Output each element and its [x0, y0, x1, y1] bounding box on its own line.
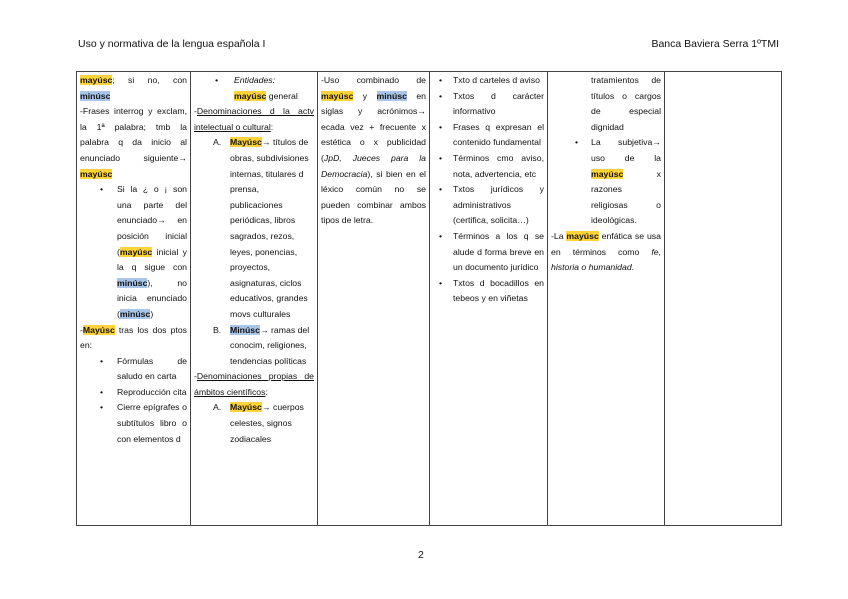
- highlight-yellow: mayúsc: [119, 246, 153, 257]
- list-item: A. Mayúsc→ cuerpos celestes, signos zodiacales: [213, 402, 304, 444]
- list-item: • Términos a los q se alude d forma breve en un documento jurídico: [433, 229, 544, 276]
- paragraph: -Uso combinado de mayúsc y minúsc en siglas y acrónimos→ ecada vez + frecuente x estética o x publicidad (JpD, Jueces para la Democracia), si bien en el léxico común no se pueden combinar ambos tipos de letra.: [321, 75, 427, 226]
- highlight-yellow: mayúsc: [234, 90, 267, 101]
- table-cell-col5: [548, 72, 665, 526]
- highlight-yellow: mayúsc: [321, 90, 354, 101]
- list-item: • Frases q expresan el contenido fundamental: [433, 120, 544, 151]
- list-item: • Fórmulas de saludo en carta: [80, 354, 187, 385]
- bullet-list: [551, 135, 661, 229]
- paragraph: tratamientos de títulos o cargos de especial dignidad: [591, 75, 661, 132]
- paragraph: -Denominaciones propias de ámbitos científicos:: [194, 371, 314, 397]
- list-item: • Entidades:: [194, 73, 314, 89]
- ordered-list: [194, 400, 314, 447]
- highlight-blue: minúsc: [117, 277, 148, 288]
- highlight-blue: minúsc: [119, 308, 151, 319]
- paragraph: -La mayúsc enfática se usa en términos como fe, historia o humanidad.: [551, 230, 661, 273]
- highlight-yellow: Mayúsc: [230, 402, 262, 413]
- paragraph: mayúsc; si no, con minúsc: [80, 75, 187, 101]
- highlight-yellow: mayúsc: [80, 75, 113, 85]
- list-item: • Si la ¿ o ¡ son una parte del enunciado→ en posición inicial (mayúsc inicial y la q sigue con minúsc), no inicia enunciado (minúsc): [80, 182, 187, 322]
- table-cell-col3: [318, 72, 430, 526]
- paragraph: -Mayúsc tras los dos ptos en:: [80, 324, 187, 351]
- highlight-yellow: Mayúsc: [82, 324, 115, 335]
- list-item: • Txto d carteles d aviso: [433, 73, 544, 89]
- highlight-blue: Minúsc: [230, 324, 260, 335]
- list-item: A. Mayúsc→ títulos de obras, subdivisiones internas, titulares d prensa, publicaciones periódicas, libros sagrados, rezos, leyes, ponencias, proyectos, asignaturas, ciclos educativos, grandes movs culturales: [213, 137, 309, 319]
- highlight-yellow: mayúsc: [566, 230, 599, 241]
- bullet-list: [80, 354, 187, 448]
- highlight-yellow: Mayúsc: [230, 137, 262, 148]
- paragraph: -Frases interrog y exclam, la 1ª palabra; tmb la palabra q da inicio al enunciado siguiente→ mayúsc: [80, 106, 187, 179]
- list-item: • Txtos d bocadillos en tebeos y en viñetas: [433, 276, 544, 307]
- ordered-list: [194, 135, 314, 369]
- bullet-list: [433, 73, 544, 307]
- bullet-list: [194, 73, 314, 89]
- header-left: Uso y normativa de la lengua española I: [78, 38, 266, 50]
- page-number: 2: [418, 549, 424, 561]
- list-item: • Reproducción cita: [80, 385, 187, 401]
- content-table: [76, 71, 782, 526]
- highlight-yellow: mayúsc: [591, 168, 624, 179]
- list-item: B. Minúsc→ ramas del conocim, religiones, tendencias políticas: [213, 324, 310, 366]
- list-item: • Txtos jurídicos y administrativos (certifica, solicita…): [433, 182, 544, 229]
- highlight-blue: minúsc: [80, 90, 111, 101]
- bullet-list: [80, 182, 187, 322]
- paragraph: mayúsc general: [234, 90, 298, 101]
- table-cell-col2: [191, 72, 318, 526]
- header-right: Banca Baviera Serra 1ºTMI: [651, 38, 779, 50]
- table-cell-col4: [430, 72, 548, 526]
- highlight-yellow: mayúsc: [80, 168, 113, 179]
- list-item: • Txtos d carácter informativo: [433, 89, 544, 120]
- table-cell-col1: [77, 72, 191, 526]
- list-item: • La subjetiva→ uso de la mayúsc x razones religiosas o ideológicas.: [551, 135, 661, 229]
- paragraph: -Denominaciones d la actv intelectual o cultural:: [194, 106, 314, 132]
- list-item: • Cierre epígrafes o subtítulos libro o con elementos d: [80, 400, 187, 447]
- table-cell-col6: [665, 72, 782, 526]
- highlight-blue: minúsc: [376, 90, 407, 101]
- list-item: • Términos cmo aviso, nota, advertencia, etc: [433, 151, 544, 182]
